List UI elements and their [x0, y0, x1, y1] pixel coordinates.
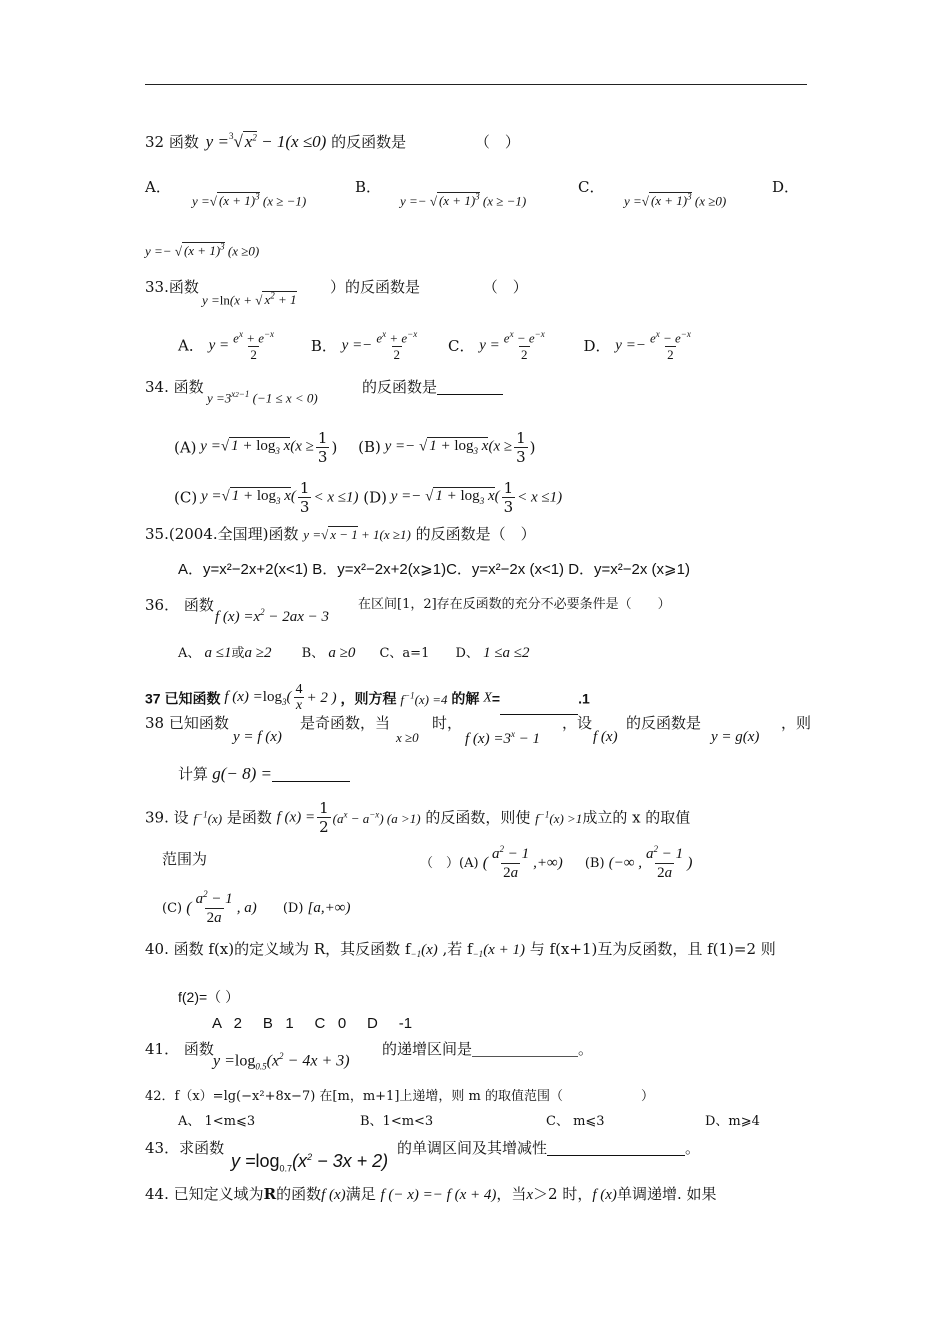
- question-34: 34. 函数: [145, 378, 204, 396]
- q42-option-b: B、1<m<3: [360, 1114, 434, 1129]
- question-number: 32: [145, 133, 165, 151]
- q34-options-cd: (C) y =√ $1 + \log_3 x$( $\frac{1}{3}$ < x ≤1) (D) y =− √ $1 + \log_3 x$( $\frac{1}{3}$ < x ≤1): [174, 479, 563, 516]
- formula: y =$^3$√ $x^2 - 1(x \le 0)$: [205, 131, 327, 151]
- question-42: 42．f（x）=lg(−x²+8x−7) 在[m，m+1]上递增，则 m 的取值范围（ ）: [145, 1089, 654, 1104]
- question-41: 41． 函数: [145, 1040, 214, 1058]
- q38-f1: y = f (x): [233, 729, 282, 745]
- q33-formula: y =ln(x + √ $x^2 + 1$: [202, 291, 297, 308]
- q32-label-c: C．: [578, 178, 605, 196]
- q35-options: A．y=x²−2x+2(x<1) B．y=x²−2x+2(x⩾1)C．y=x²−2x (x<1) D．y=x²−2x (x⩾1): [178, 561, 690, 578]
- question-35: 35.(2004.全国理)函数 y =√ x − 1 + 1(x ≥1) 的反函数是（ ）: [145, 525, 536, 543]
- q38-f5: y = g(x): [711, 729, 760, 745]
- question-37: 37 已知函数 f $(x) =\log_3$( $\frac{4}{x}$ + 2 ) ，则方程 $f^{-1}(x) =4$ 的解 X= .1: [145, 682, 590, 714]
- q43-text: 的单调区间及其增减性 。: [397, 1139, 701, 1157]
- q33-text: ）的反函数是 （ ）: [330, 278, 528, 296]
- header-rule: [145, 84, 807, 85]
- q41-formula: $y =\log_{0.5}(x^2 - 4x + 3)$: [213, 1051, 350, 1072]
- q36-formula: f $(x) =x^2 - 2ax - 3$: [215, 607, 330, 625]
- q41-text: 的递增区间是 。: [382, 1040, 594, 1058]
- q38-f3: f $(x) =3^x - 1$: [465, 729, 541, 747]
- q32-label-b: B．: [355, 178, 382, 196]
- question-32: 32 函数 y =$^3$√ $x^2 - 1(x \le 0)$ 的反函数是 （ ）: [145, 131, 520, 151]
- q33-options: A． y = $\frac{e^x + e^{-x}}{2}$ B． y =− $\frac{e^x + e^{-x}}{2}$ C． y = $\frac{e^x - e^{-x}}{2}$ D． y =− $\frac{e^x - e^{-x}}{2}$: [178, 329, 691, 362]
- q34-formula: $y =3^{x2-1}$ (−1 ≤ x < 0): [207, 389, 318, 406]
- q36-text: 在区间[1，2]存在反函数的充分不必要条件是（ ）: [358, 597, 671, 612]
- q42-option-a: A、 1<m⩽3: [178, 1114, 256, 1129]
- question-44: 44. 已知定义域为R的函数f (x)满足 f (− x) =− f (x + 4)，当x＞2 时，f (x)单调递增. 如果: [145, 1185, 717, 1203]
- q39-options-cd: (C) ( $\frac{a^2 - 1}{2a}$ , a) (D) [a,+∞): [162, 889, 351, 926]
- q32-option-d: y =− √ $(x + 1)^3$ (x ≥0): [145, 242, 260, 259]
- q38-f2: x ≥0: [396, 730, 419, 745]
- q32-option-c: y =√ $(x + 1)^3$ (x ≥0): [624, 192, 727, 209]
- question-33: 33.函数: [145, 278, 199, 296]
- q42-option-d: D、m⩾4: [705, 1114, 760, 1129]
- question-36: 36． 函数: [145, 596, 214, 614]
- q36-options: A、 a ≤1或a ≥2 B、 a ≥0 C、a=1 D、 1 ≤a ≤2: [178, 645, 530, 661]
- question-38-line1: 38 已知函数: [145, 714, 229, 732]
- q32-label-a: A．: [145, 178, 171, 196]
- question-38-line2: 计算 g(− 8) =: [178, 765, 350, 782]
- q39-options-ab: （ ）(A) ( $\frac{a^2 - 1}{2a}$ ,+∞) (B) (−∞ , $\frac{a^2 - 1}{2a}$ ): [420, 844, 693, 881]
- q32-option-a: y =√ $(x + 1)^3$ (x ≥ −1): [192, 192, 307, 209]
- question-40: 40. 函数 f(x)的定义域为 R，其反函数 $f_{-1}(x)$ ,若 $f_{-1}(x + 1)$ 与 f(x+1)互为反函数，且 f(1)=2 则: [145, 940, 776, 959]
- question-43: 43．求函数: [145, 1139, 225, 1157]
- q40-options: A 2 B 1 C 0 D -1: [212, 1015, 413, 1032]
- question-39: 39. 设 $f^{-1}(x)$ 是函数 f (x) = $\frac{1}{2}$ $(a^x - a^{-x})$ (a >1) 的反函数，则使 $f^{-1}(x) >1$成立的 x 的取值: [145, 799, 691, 836]
- q32-option-b: y =− √ $(x + 1)^3$ (x ≥ −1): [400, 192, 527, 209]
- q32-label-d: D．: [772, 178, 800, 196]
- q40-ask: f(2)=（ ）: [178, 989, 240, 1005]
- q43-formula: $y =\log_{0.7}(x^2 - 3x + 2)$: [231, 1151, 389, 1174]
- q34-options-ab: (A) y =√ $1 + \log_3 x(x$ ≥ $\frac{1}{3}$ ) (B) y =− √ $1 + \log_3 x(x$ ≥ $\frac{1}{3}$ ): [174, 429, 536, 466]
- q38-f4: f (x): [593, 729, 618, 745]
- q39-range-label: 范围为: [162, 850, 208, 868]
- q34-text: 的反函数是: [362, 380, 503, 395]
- q42-option-c: C、 m⩽3: [546, 1114, 605, 1129]
